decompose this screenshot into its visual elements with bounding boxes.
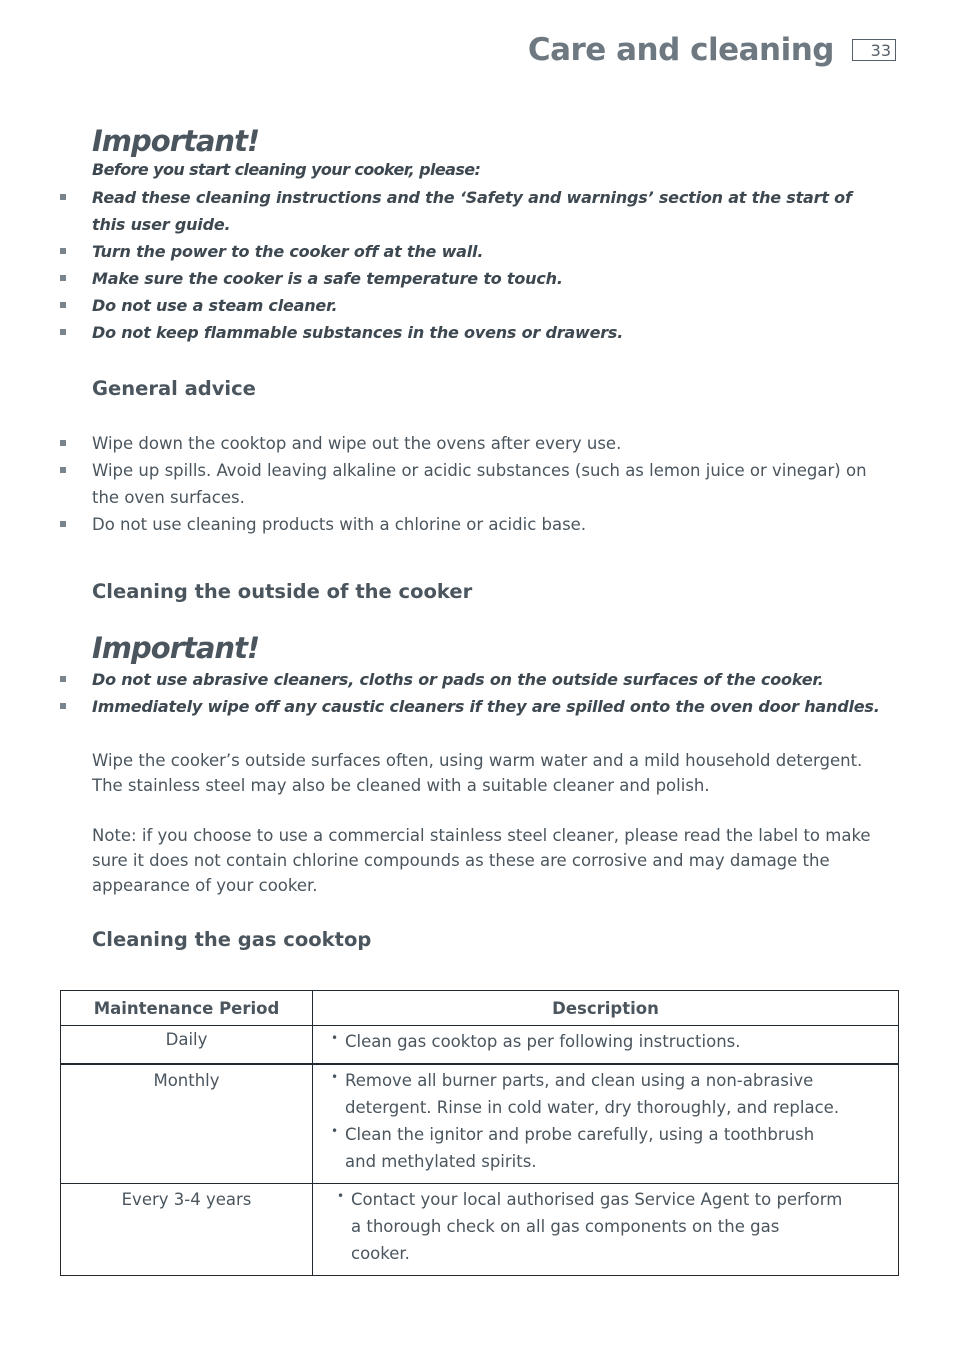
list-item: Wipe down the cooktop and wipe out the ovens after every use.	[0, 430, 954, 457]
list-item: Immediately wipe off any caustic cleaners if they are spilled onto the oven door handles.	[0, 693, 954, 720]
description-line: • Clean gas cooktop as per following instructions.	[321, 1028, 892, 1055]
description-cell	[313, 1064, 899, 1184]
section-heading-gas-cooktop: Cleaning the gas cooktop	[92, 928, 372, 951]
description-line: detergent. Rinse in cold water, dry thoroughly, and replace.	[345, 1098, 840, 1117]
bullet-square-icon	[60, 467, 66, 473]
period-cell: Monthly	[61, 1064, 313, 1184]
table-header-row	[61, 991, 899, 1026]
column-header-description: Description	[313, 991, 899, 1026]
stainless-note-paragraph: Note: if you choose to use a commercial stainless steel cleaner, please read the label to make sure it does not contain chlorine compounds as these are corrosive and may damage the appearance of your cooker.	[92, 826, 871, 895]
bullet-square-icon	[60, 521, 66, 527]
important-heading: Important!	[92, 631, 260, 665]
bullet-square-icon	[60, 440, 66, 446]
bullet-square-icon	[60, 194, 66, 200]
bullet-dot-icon: •	[337, 1189, 345, 1203]
description-line: • Contact your local authorised gas Service Agent to perform	[327, 1186, 892, 1213]
bullet-square-icon	[60, 275, 66, 281]
outside-important-list	[0, 666, 954, 720]
bullet-square-icon	[60, 248, 66, 254]
important-list	[0, 184, 954, 346]
important-block	[92, 124, 480, 179]
general-advice-list	[0, 430, 954, 538]
important-heading: Important!	[92, 124, 260, 158]
list-item: Do not use a steam cleaner.	[0, 292, 954, 319]
period-cell: Every 3-4 years	[61, 1184, 313, 1276]
bullet-dot-icon: •	[331, 1070, 339, 1084]
bullet-dot-icon: •	[331, 1031, 339, 1045]
period-cell: Daily	[61, 1026, 313, 1065]
list-item: Make sure the cooker is a safe temperature to touch.	[0, 265, 954, 292]
page-header	[528, 32, 896, 68]
table-row	[61, 1026, 899, 1065]
description-cell	[313, 1026, 899, 1065]
bullet-square-icon	[60, 703, 66, 709]
outside-paragraph: Wipe the cooker’s outside surfaces often, using warm water and a mild household detergent. The stainless steel may also be cleaned with a suitable cleaner and polish.	[92, 751, 863, 795]
column-header-period: Maintenance Period	[61, 991, 313, 1026]
important-lead: Before you start cleaning your cooker, please:	[92, 160, 481, 179]
list-item: Do not keep flammable substances in the ovens or drawers.	[0, 319, 954, 346]
bullet-square-icon	[60, 329, 66, 335]
bullet-dot-icon: •	[331, 1124, 339, 1138]
description-cell	[313, 1184, 899, 1276]
bullet-square-icon	[60, 302, 66, 308]
list-item: Do not use cleaning products with a chlorine or acidic base.	[0, 511, 954, 538]
table-row	[61, 1064, 899, 1184]
page-number: 33	[852, 39, 896, 61]
maintenance-table	[60, 990, 899, 1276]
page-title: Care and cleaning	[527, 32, 834, 68]
list-item: Turn the power to the cooker off at the wall.	[0, 238, 954, 265]
table-row	[61, 1184, 899, 1276]
description-line: cooker.	[351, 1244, 410, 1263]
list-item: Wipe up spills. Avoid leaving alkaline or acidic substances (such as lemon juice or vinegar) on the oven surfaces.	[0, 457, 954, 511]
description-line: • Clean the ignitor and probe carefully, using a toothbrush	[321, 1121, 892, 1148]
description-line: • Remove all burner parts, and clean using a non-abrasive	[321, 1067, 892, 1094]
bullet-square-icon	[60, 676, 66, 682]
section-heading-outside: Cleaning the outside of the cooker	[92, 580, 473, 603]
list-item: Read these cleaning instructions and the ‘Safety and warnings’ section at the start of this user guide.	[0, 184, 954, 238]
section-heading-general-advice: General advice	[92, 377, 256, 400]
description-line: a thorough check on all gas components on the gas	[351, 1217, 780, 1236]
list-item: Do not use abrasive cleaners, cloths or pads on the outside surfaces of the cooker.	[0, 666, 954, 693]
description-line: and methylated spirits.	[345, 1152, 537, 1171]
